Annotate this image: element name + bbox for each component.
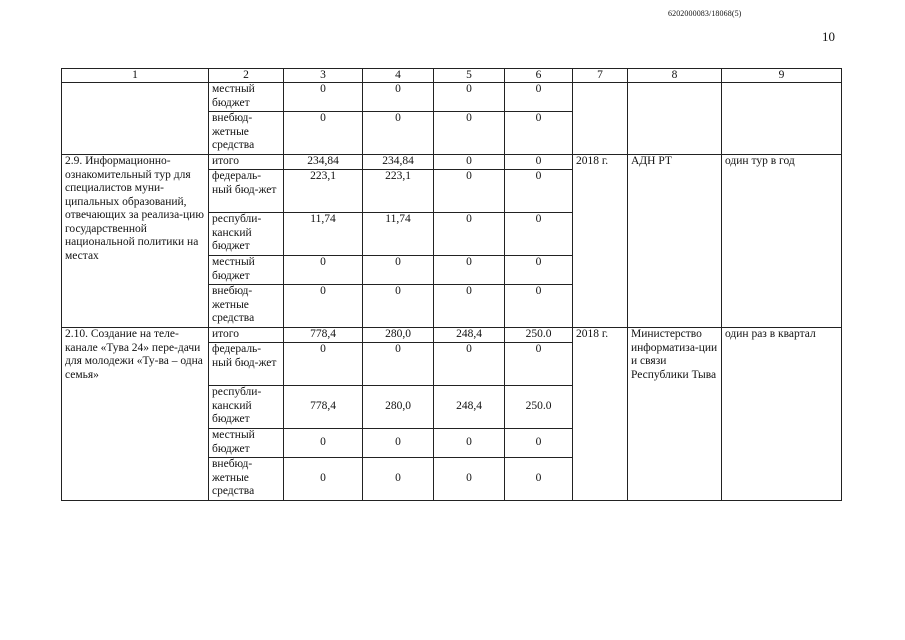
value-cell: 0 <box>434 112 505 155</box>
value-cell: 0 <box>505 170 573 213</box>
col-header: 4 <box>363 69 434 83</box>
col-header: 2 <box>209 69 284 83</box>
value-cell: 250.0 <box>505 386 573 429</box>
value-cell: 0 <box>434 83 505 112</box>
value-cell: 223,1 <box>284 170 363 213</box>
col-header: 3 <box>284 69 363 83</box>
value-cell: 223,1 <box>363 170 434 213</box>
value-cell: 778,4 <box>284 386 363 429</box>
funding-source: внебюд-жетные средства <box>209 285 284 328</box>
value-cell: 248,4 <box>434 386 505 429</box>
item-result: один тур в год <box>722 155 842 328</box>
value-cell: 0 <box>363 256 434 285</box>
item-executor: Министерство информатиза-ции и связи Республики Тыва <box>628 328 722 501</box>
empty-cell <box>62 83 209 155</box>
value-cell: 0 <box>434 155 505 170</box>
col-header: 8 <box>628 69 722 83</box>
funding-source: итого <box>209 328 284 343</box>
budget-table <box>61 68 842 501</box>
value-cell: 0 <box>434 429 505 458</box>
funding-source: республи-канский бюджет <box>209 213 284 256</box>
value-cell: 0 <box>363 429 434 458</box>
value-cell: 0 <box>505 458 573 501</box>
table-row <box>62 155 842 170</box>
table-row <box>62 83 842 112</box>
value-cell: 0 <box>284 429 363 458</box>
item-result: один раз в квартал <box>722 328 842 501</box>
funding-source: местный бюджет <box>209 256 284 285</box>
funding-source: местный бюджет <box>209 83 284 112</box>
empty-cell <box>628 83 722 155</box>
value-cell: 0 <box>505 213 573 256</box>
value-cell: 0 <box>505 429 573 458</box>
value-cell: 0 <box>505 343 573 386</box>
value-cell: 280,0 <box>363 386 434 429</box>
value-cell: 778,4 <box>284 328 363 343</box>
item-name: 2.9. Информационно-ознакомительный тур для специалистов муни-ципальных образований, отвечающих за реализа-цию государственной национальной политики на местах <box>62 155 209 328</box>
value-cell: 234,84 <box>284 155 363 170</box>
col-header: 6 <box>505 69 573 83</box>
value-cell: 0 <box>505 155 573 170</box>
empty-cell <box>722 83 842 155</box>
value-cell: 0 <box>434 343 505 386</box>
value-cell: 0 <box>284 343 363 386</box>
value-cell: 0 <box>505 112 573 155</box>
col-header: 9 <box>722 69 842 83</box>
value-cell: 0 <box>434 256 505 285</box>
value-cell: 0 <box>434 170 505 213</box>
value-cell: 0 <box>284 458 363 501</box>
funding-source: итого <box>209 155 284 170</box>
col-header: 5 <box>434 69 505 83</box>
funding-source: внебюд-жетные средства <box>209 112 284 155</box>
item-executor: АДН РТ <box>628 155 722 328</box>
item-name: 2.10. Создание на теле-канале «Тува 24» пере-дачи для молодежи «Ту-ва – одна семья» <box>62 328 209 501</box>
value-cell: 0 <box>434 285 505 328</box>
value-cell: 234,84 <box>363 155 434 170</box>
value-cell: 0 <box>284 285 363 328</box>
page-number: 10 <box>822 29 835 44</box>
funding-source: федераль-ный бюд-жет <box>209 343 284 386</box>
document-code: 6202000083/18068(5) <box>668 9 742 18</box>
table-row <box>62 328 842 343</box>
value-cell: 0 <box>363 285 434 328</box>
value-cell: 11,74 <box>363 213 434 256</box>
item-year: 2018 г. <box>573 155 628 328</box>
value-cell: 280,0 <box>363 328 434 343</box>
funding-source: федераль-ный бюд-жет <box>209 170 284 213</box>
value-cell: 0 <box>363 112 434 155</box>
value-cell: 0 <box>434 213 505 256</box>
value-cell: 0 <box>505 256 573 285</box>
funding-source: республи-канский бюджет <box>209 386 284 429</box>
value-cell: 0 <box>505 285 573 328</box>
column-number-row <box>62 69 842 83</box>
item-year: 2018 г. <box>573 328 628 501</box>
value-cell: 0 <box>434 458 505 501</box>
value-cell: 0 <box>284 256 363 285</box>
value-cell: 0 <box>284 112 363 155</box>
value-cell: 0 <box>505 83 573 112</box>
value-cell: 250.0 <box>505 328 573 343</box>
value-cell: 0 <box>363 343 434 386</box>
value-cell: 248,4 <box>434 328 505 343</box>
value-cell: 11,74 <box>284 213 363 256</box>
value-cell: 0 <box>363 83 434 112</box>
funding-source: местный бюджет <box>209 429 284 458</box>
empty-cell <box>573 83 628 155</box>
funding-source: внебюд-жетные средства <box>209 458 284 501</box>
col-header: 1 <box>62 69 209 83</box>
col-header: 7 <box>573 69 628 83</box>
value-cell: 0 <box>363 458 434 501</box>
value-cell: 0 <box>284 83 363 112</box>
